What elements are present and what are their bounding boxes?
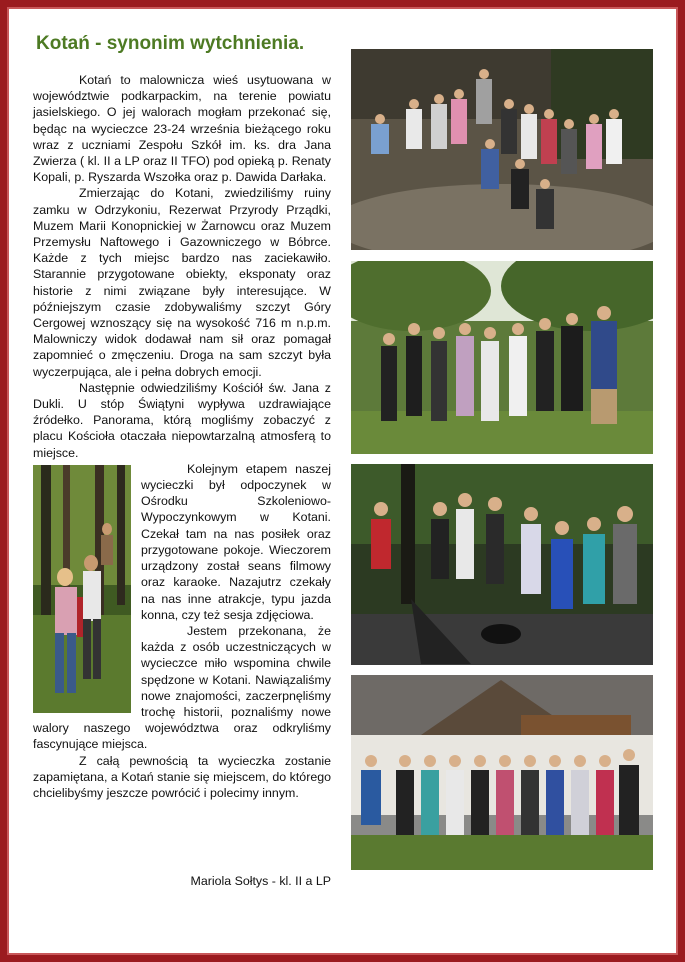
photo-group-on-rocks [351, 49, 653, 250]
paragraph-intro: Kotań to malownicza wieś usytuowana w województwie podkarpackim, na terenie powiatu jasielskiego. O jej walorach mogłam przekonać się, będąc na wycieczce 23-24 września bieżącego roku wraz z uczniami Zespołu Szkół im. ks. dra Jana Zwierza ( kl. II a LP oraz II TFO) pod opieką p. Renaty Kopali, p. Ryszarda Wszołka oraz p. Dawida Darłaka. [33, 73, 331, 185]
photo-group-on-mountain [351, 261, 653, 454]
article-title: Kotań - synonim wytchnienia. [36, 33, 305, 54]
photo-forest-walk [33, 465, 131, 713]
article-body [33, 72, 331, 801]
paragraph-memories: Jestem przekonana, że każda z osób uczestniczących w wycieczce miło wspomina chwile spędzone w Kotani. Nawiązaliśmy nowe znajomości, zaczerpnęliśmy trochę historii, poznaliśmy nowe walory naszego województwa oraz odkryliśmy fascynujące miejsca. [33, 623, 331, 752]
photo-group-at-resort [351, 675, 653, 870]
paragraph-resort: Kolejnym etapem naszej wycieczki był odpoczynek w Ośrodku Szkoleniowo-Wypoczynkowym w Kotani. Czekał tam na nas posiłek oraz przygotowane pokoje. Wieczorem urządzony został seans filmowy oraz karaoke. Nazajutrz czekały na nas inne atrakcje, typu jazda konna, czy też sesja zdjęciowa. [141, 461, 331, 622]
article-signature: Mariola Sołtys - kl. II a LP [190, 874, 331, 888]
paragraph-closing: Z całą pewnością ta wycieczka zostanie zapamiętana, a Kotań stanie się miejscem, do którego chcielibyśmy jeszcze powrócić i polecimy innym. [33, 753, 331, 800]
photo-oil-museum [351, 464, 653, 665]
paragraph-church: Następnie odwiedziliśmy Kościół św. Jana z Dukli. U stóp Świątyni wypływa uzdrawiające źródełko. Panorama, którą mogliśmy zobaczyć z placu Kościoła otaczała niepowtarzalną atmosferą to miejsce. [33, 380, 331, 460]
paragraph-route: Zmierzając do Kotani, zwiedziliśmy ruiny zamku w Odrzykoniu, Rezerwat Przyrody Prządki, Muzem Marii Konopnickiej w Żarnowcu oraz Muzem Przemysłu Naftowego i Gazowniczego w Bóbrce. Każde z tych miejsc bardzo nas zaciekawiło. Starannie przygotowane obiekty, eksponaty oraz historie z nimi związane były interesujące. W późniejszym czasie zdobywaliśmy szczyt Góry Cergowej wznoszący się na wysokość 716 m n.p.m. Malowniczy widok dodawał nam sił oraz pomagał zapomnieć o zmęczeniu. Droga na sam szczyt była wyczerpująca, ale i pełna dobrych emocji. [33, 186, 331, 379]
